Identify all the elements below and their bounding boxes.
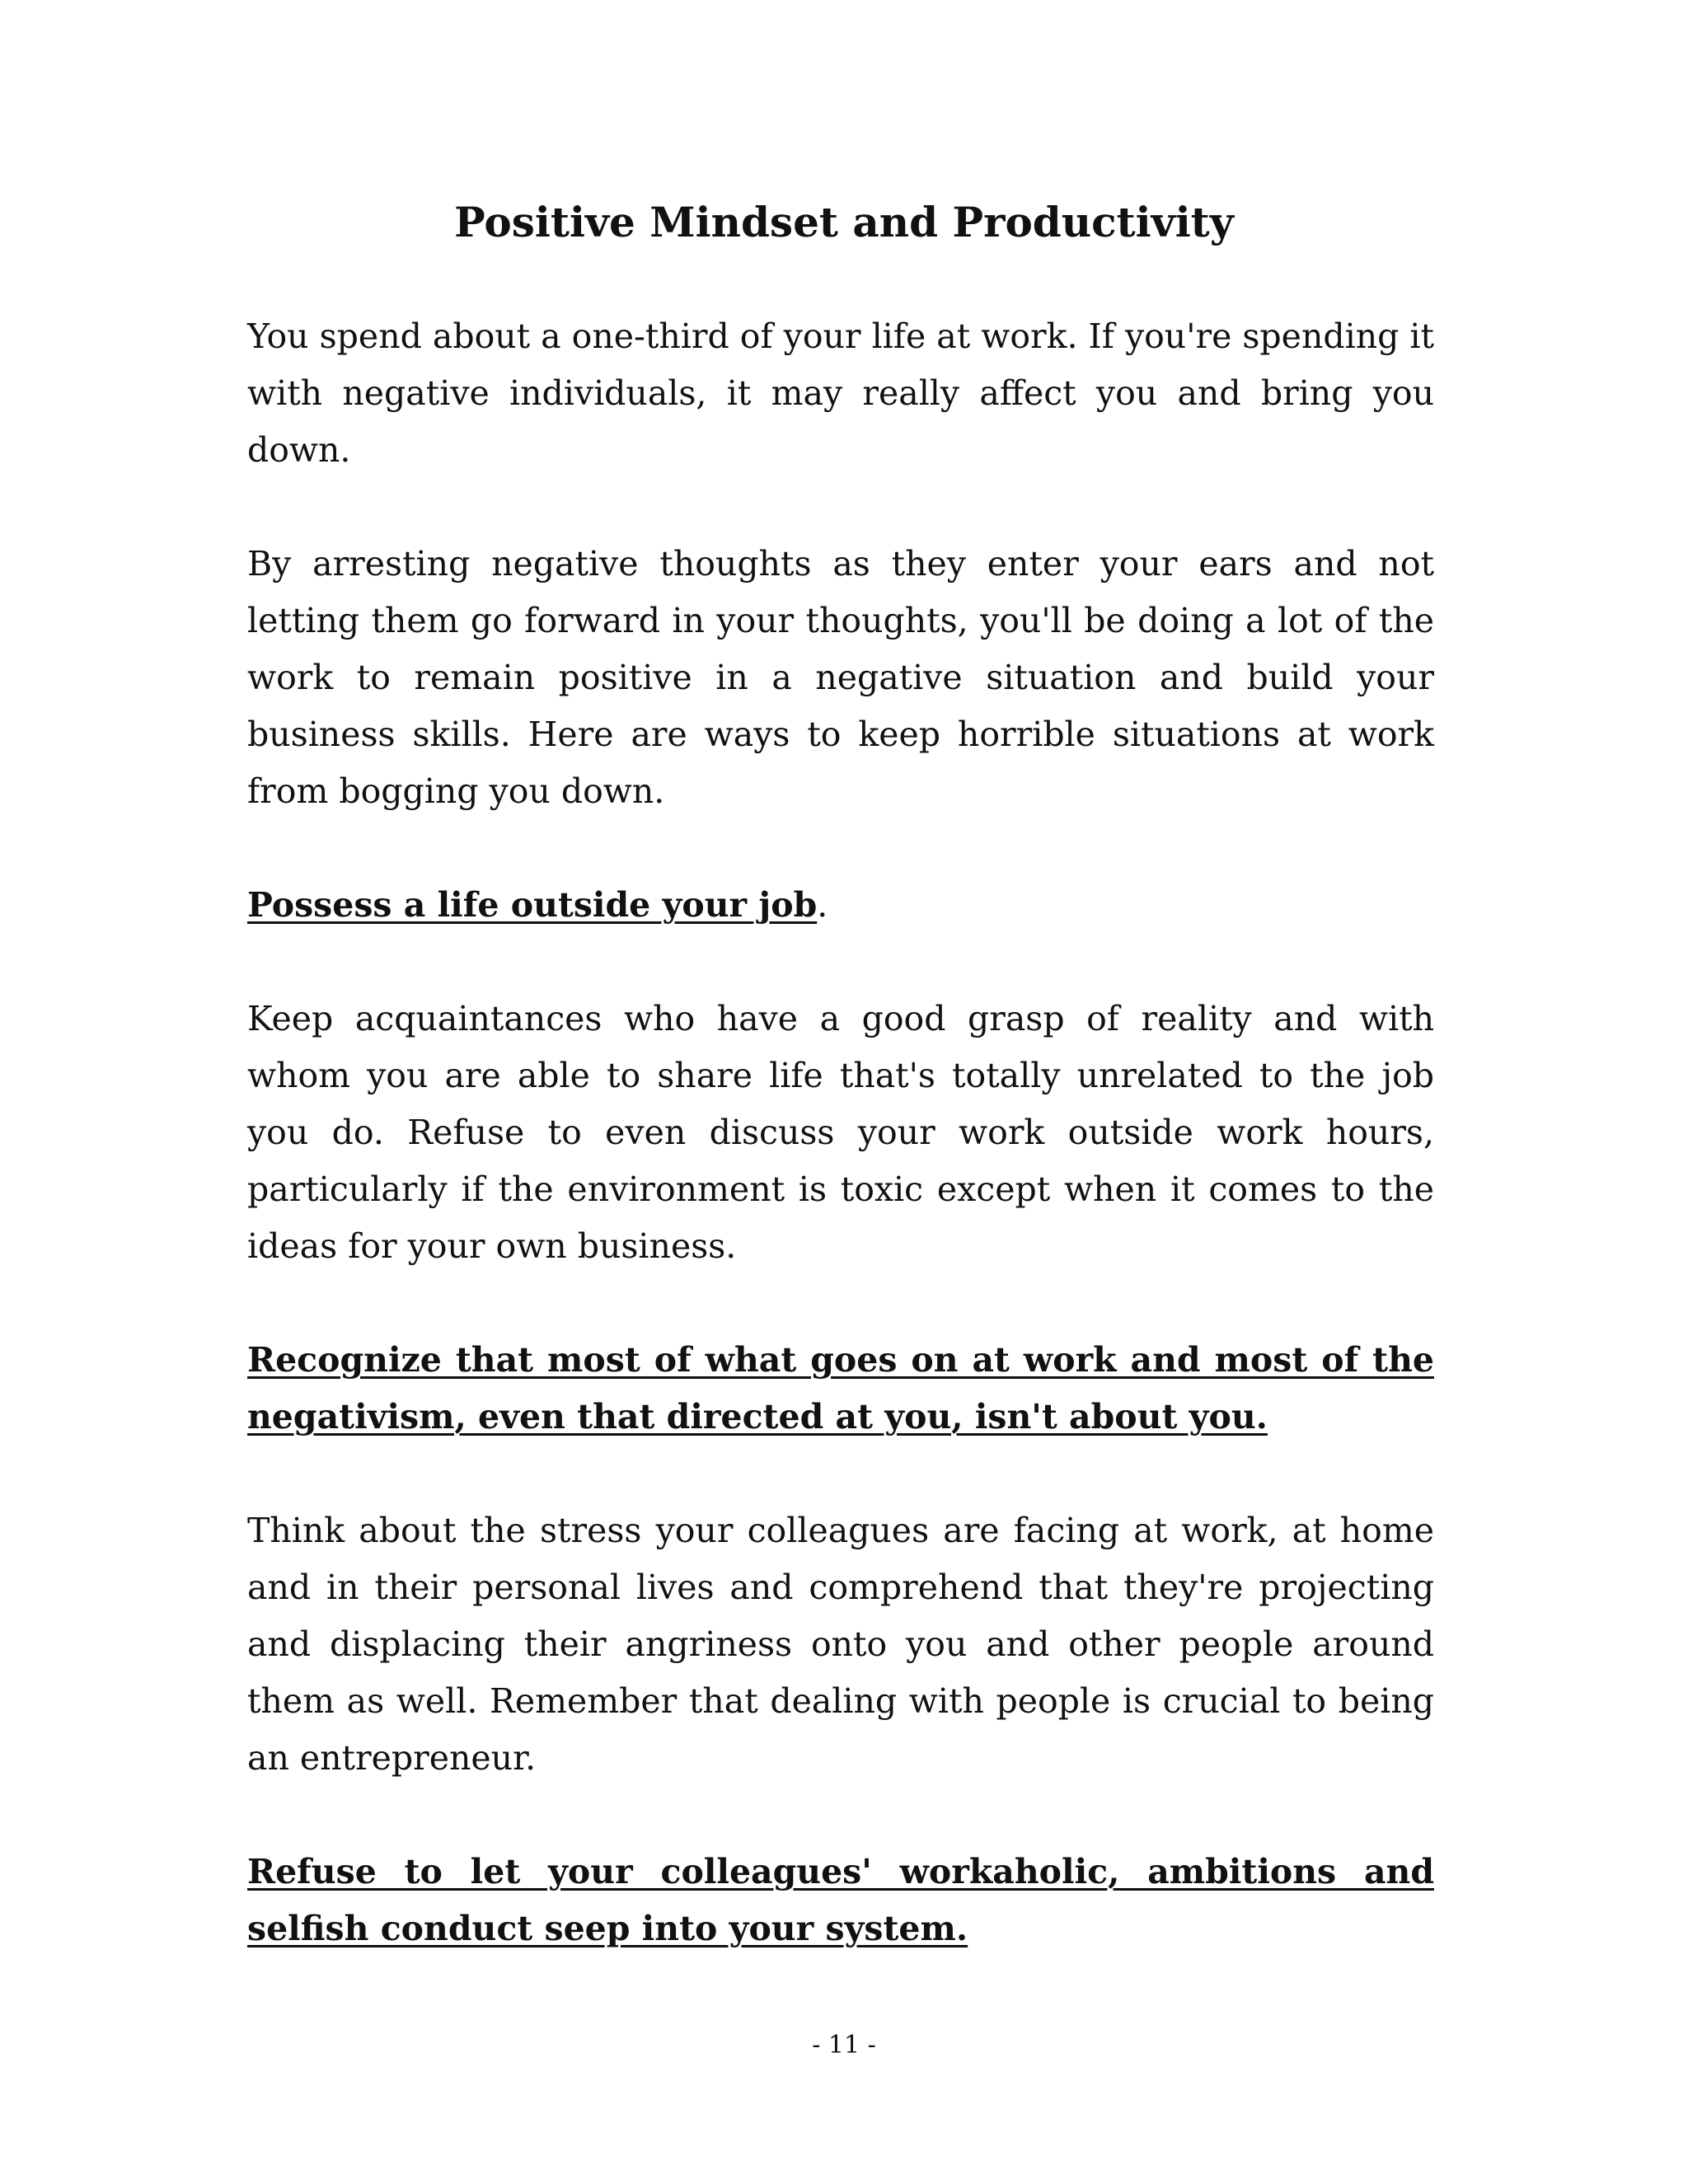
subheading-refuse-workaholic-text: Refuse to let your colleagues' workaholic, ambitions and selfish conduct seep into your system. — [247, 1852, 1434, 1948]
subheading-punctuation: . — [817, 885, 828, 925]
subheading-not-about-you-text: Recognize that most of what goes on at work and most of the negativism, even that directed at you, isn't about you. — [247, 1340, 1434, 1436]
subheading-refuse-workaholic — [247, 1844, 1434, 1957]
paragraph-colleagues-stress: Think about the stress your colleagues are facing at work, at home and in their personal lives and comprehend that they're projecting and displacing their angriness onto you and other people around them as well. Remember that dealing with people is crucial to being an entrepreneur. — [247, 1511, 1434, 1778]
subheading-life-outside-job — [247, 877, 1434, 934]
paragraph-intro: You spend about a one-third of your life at work. If you're spending it with negative individuals, it may really affect you and bring you down. — [247, 316, 1434, 470]
paragraph-arresting-thoughts: By arresting negative thoughts as they enter your ears and not letting them go forward in your thoughts, you'll be doing a lot of the work to remain positive in a negative situation and build your business skills. Here are ways to keep horrible situations at work from bogging you down. — [247, 544, 1434, 811]
body-text — [247, 308, 1434, 2014]
paragraph-acquaintances: Keep acquaintances who have a good grasp of reality and with whom you are able to share life that's totally unrelated to the job you do. Refuse to even discuss your work outside work hours, particularly if the environment is toxic except when it comes to the ideas for your own business. — [247, 999, 1434, 1266]
subheading-not-about-you — [247, 1332, 1434, 1446]
page-number: - 11 - — [812, 2031, 876, 2060]
page-title: Positive Mindset and Productivity — [454, 198, 1234, 246]
subheading-life-outside-job-text: Possess a life outside your job — [247, 885, 818, 925]
